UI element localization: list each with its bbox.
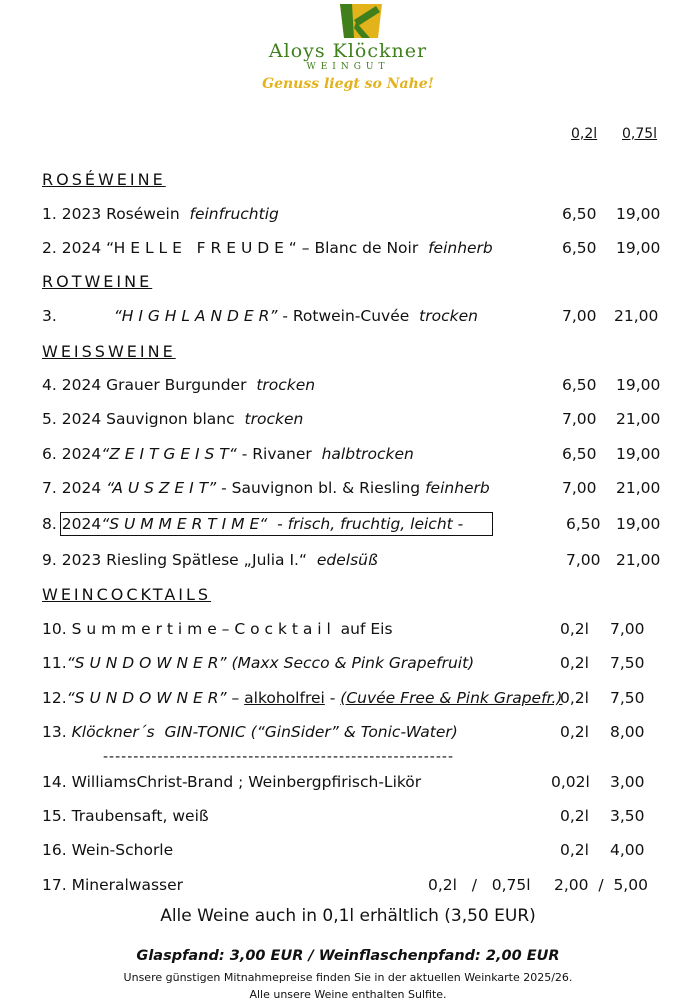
price-15: 3,50: [610, 807, 645, 825]
menu-item-9: 9. 2023 Riesling Spätlese „Julia I.“ edelsüß: [42, 551, 378, 569]
menu-item-5: 5. 2024 Sauvignon blanc trocken: [42, 410, 304, 428]
section-cocktails: WEINCOCKTAILS: [42, 585, 212, 604]
price-large-2: 19,00: [616, 239, 661, 257]
price-size-13: 0,2l: [560, 723, 589, 741]
price-size-12: 0,2l: [560, 689, 589, 707]
menu-item-6: 6. 2024“Z E I T G E I S T“ - Rivaner halbtrocken: [42, 445, 414, 463]
price-small-2: 6,50: [562, 239, 597, 257]
section-weiss: WEISSWEINE: [42, 342, 176, 361]
price-size-16: 0,2l: [560, 841, 589, 859]
price-large-3: 21,00: [614, 307, 659, 325]
price-size-15: 0,2l: [560, 807, 589, 825]
menu-item-8: 8. 2024“S U M M E R T I M E“ - frisch, fruchtig, leicht -: [42, 515, 464, 533]
price-small-6: 6,50: [562, 445, 597, 463]
section-rose: ROSÉWEINE: [42, 170, 166, 189]
menu-item-14: 14. WilliamsChrist-Brand ; Weinbergpfirisch-Likör: [42, 773, 422, 791]
price-small-3: 7,00: [562, 307, 597, 325]
menu-item-17: 17. Mineralwasser: [42, 876, 184, 894]
menu-item-12: 12.“S U N D O W N E R” – alkoholfrei - (Cuvée Free & Pink Grapefr.): [42, 689, 563, 707]
price-11: 7,50: [610, 654, 645, 672]
note-takeaway: Unsere günstigen Mitnahmepreise finden Sie in der aktuellen Weinkarte 2025/26.: [123, 971, 573, 984]
menu-item-16: 16. Wein-Schorle: [42, 841, 174, 859]
price-small-4: 6,50: [562, 376, 597, 394]
menu-item-1: 1. 2023 Roséwein feinfruchtig: [42, 205, 279, 223]
price-16: 4,00: [610, 841, 645, 859]
price-small-1: 6,50: [562, 205, 597, 223]
divider-dashes: ----------------------------------------------------------: [103, 749, 455, 765]
section-rot: ROTWEINE: [42, 272, 153, 291]
price-size-14: 0,02l: [551, 773, 590, 791]
price-large-7: 21,00: [616, 479, 661, 497]
price-large-9: 21,00: [616, 551, 661, 569]
note-deposit: Glaspfand: 3,00 EUR / Weinflaschenpfand: 2,00 EUR: [136, 948, 560, 964]
price-size-10: 0,2l: [560, 620, 589, 638]
price-size-11: 0,2l: [560, 654, 589, 672]
brand-name: Aloys Klöckner: [268, 40, 428, 62]
price-large-4: 19,00: [616, 376, 661, 394]
price-large-5: 21,00: [616, 410, 661, 428]
price-large-1: 19,00: [616, 205, 661, 223]
brand-slogan: Genuss liegt so Nahe!: [262, 76, 434, 92]
price-small-9: 7,00: [566, 551, 601, 569]
column-header-small: 0,2l: [571, 126, 598, 142]
menu-item-4: 4. 2024 Grauer Burgunder trocken: [42, 376, 316, 394]
menu-item-13: 13. Klöckner´s GIN-TONIC (“GinSider” & Tonic-Water): [42, 723, 458, 741]
price-large-6: 19,00: [616, 445, 661, 463]
price-sizes-17: 0,2l / 0,75l: [428, 876, 531, 894]
price-13: 8,00: [610, 723, 645, 741]
price-10: 7,00: [610, 620, 645, 638]
price-12: 7,50: [610, 689, 645, 707]
price-small-7: 7,00: [562, 479, 597, 497]
note-small-glass: Alle Weine auch in 0,1l erhältlich (3,50 EUR): [160, 906, 536, 926]
column-header-large: 0,75l: [622, 126, 658, 142]
price-large-8: 19,00: [616, 515, 661, 533]
menu-item-15: 15. Traubensaft, weiß: [42, 807, 209, 825]
price-17: 2,00 / 5,00: [554, 876, 648, 894]
price-small-5: 7,00: [562, 410, 597, 428]
brand-subtitle: WEINGUT: [306, 62, 390, 72]
menu-item-7: 7. 2024 “A U S Z E I T” - Sauvignon bl. & Riesling feinherb: [42, 479, 490, 497]
price-small-8: 6,50: [566, 515, 601, 533]
menu-item-2: 2. 2024 “H E L L E F R E U D E “ – Blanc de Noir feinherb: [42, 239, 493, 257]
note-sulfites: Alle unsere Weine enthalten Sulfite.: [249, 988, 447, 1001]
menu-item-10: 10. S u m m e r t i m e – C o c k t a i l auf Eis: [42, 620, 393, 638]
price-14: 3,00: [610, 773, 645, 791]
header-logo: [0, 0, 696, 110]
menu-item-11: 11.“S U N D O W N E R” (Maxx Secco & Pink Grapefruit): [42, 654, 475, 672]
menu-item-3: 3. “H I G H L A N D E R” - Rotwein-Cuvée trocken: [42, 307, 478, 325]
k-leaf-logo-icon: [340, 4, 382, 38]
